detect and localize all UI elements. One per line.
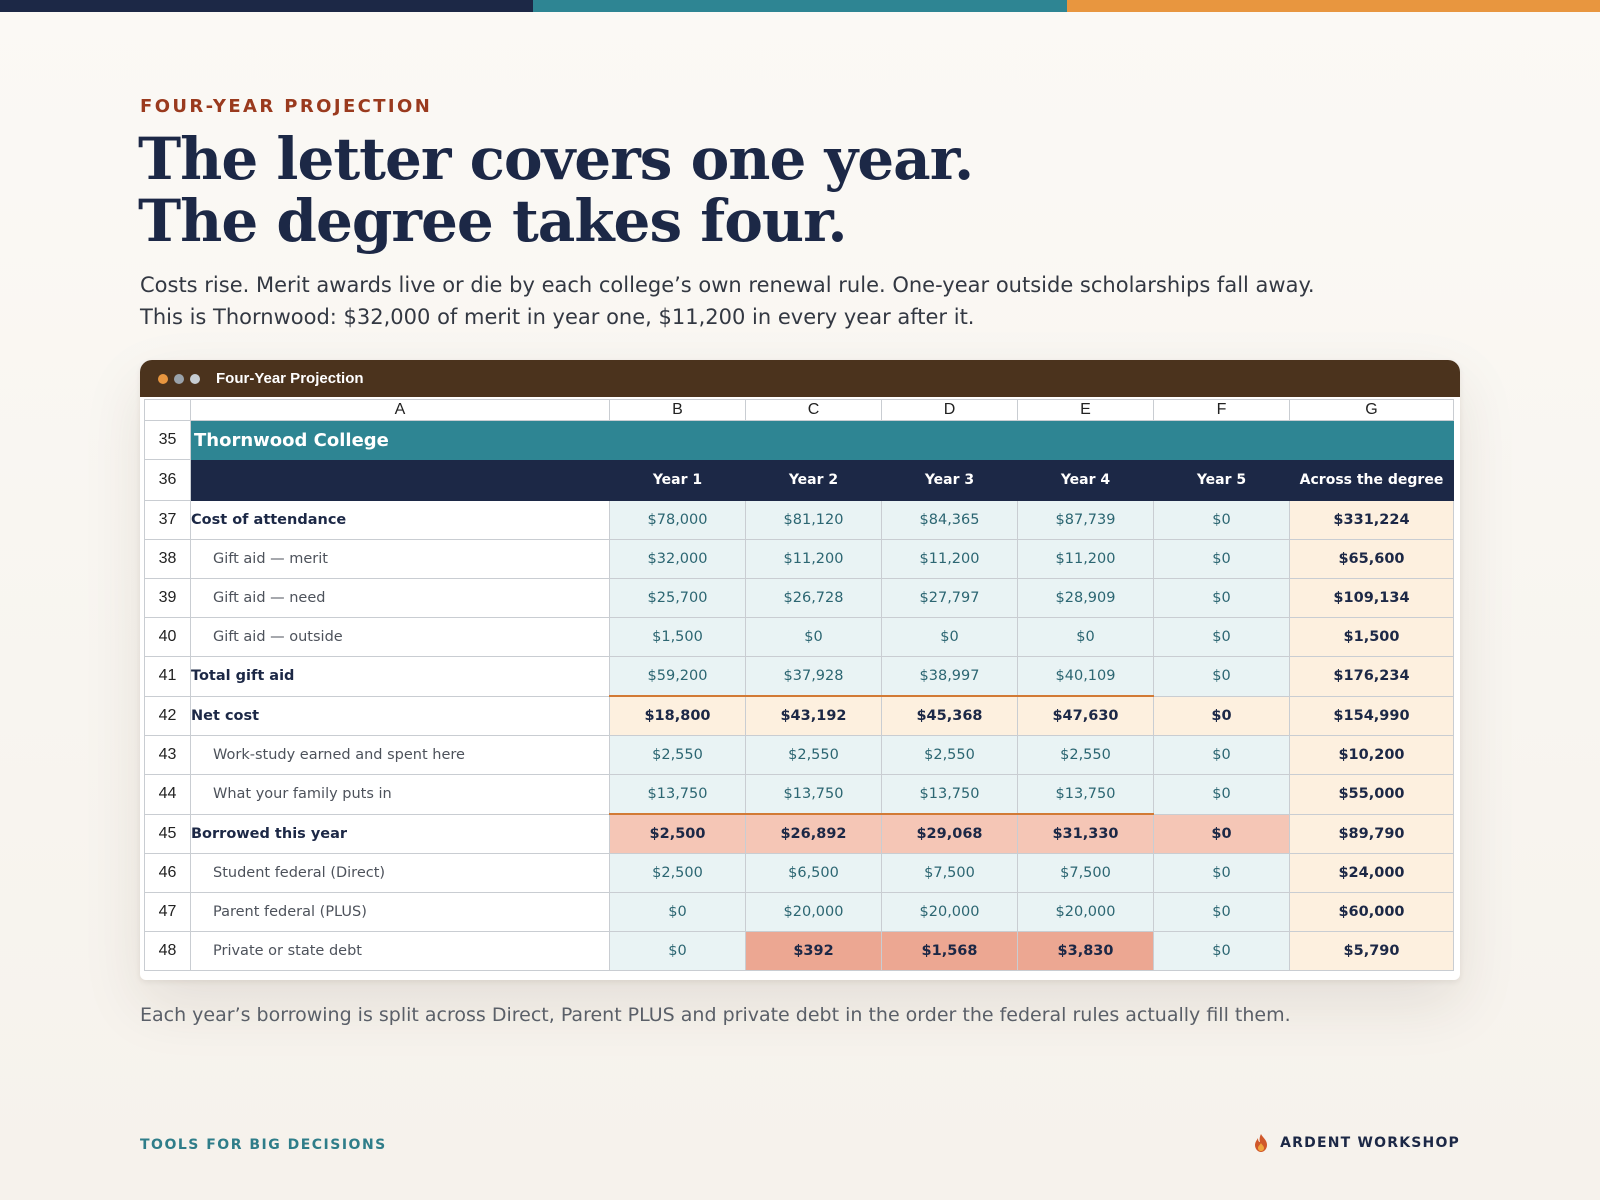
value-cell[interactable]: $59,200: [610, 657, 746, 697]
value-cell[interactable]: $84,365: [882, 501, 1018, 540]
value-cell[interactable]: $27,797: [882, 579, 1018, 618]
value-cell[interactable]: $29,068: [882, 814, 1018, 854]
column-header-a[interactable]: A: [191, 400, 610, 421]
value-cell[interactable]: $2,550: [1018, 736, 1154, 775]
column-header-e[interactable]: E: [1018, 400, 1154, 421]
value-cell[interactable]: $13,750: [1018, 775, 1154, 815]
table-row: [145, 696, 1454, 736]
column-header-b[interactable]: B: [610, 400, 746, 421]
value-cell[interactable]: $1,500: [610, 618, 746, 657]
cell[interactable]: [746, 421, 882, 460]
total-cell[interactable]: $176,234: [1290, 657, 1454, 697]
year-header-4[interactable]: Year 4: [1018, 460, 1154, 501]
value-cell[interactable]: $0: [1154, 540, 1290, 579]
row-label[interactable]: What your family puts in: [191, 775, 610, 815]
table-row: [145, 501, 1454, 540]
value-cell[interactable]: $0: [1154, 501, 1290, 540]
table-row: [145, 932, 1454, 971]
value-cell[interactable]: $2,500: [610, 814, 746, 854]
value-cell[interactable]: $18,800: [610, 696, 746, 736]
table-caption: Each year’s borrowing is split across Direct, Parent PLUS and private debt in the order the federal rules actually fill them.: [140, 1004, 1291, 1026]
total-cell[interactable]: $89,790: [1290, 814, 1454, 854]
total-header[interactable]: Across the degree: [1290, 460, 1454, 501]
total-cell[interactable]: $24,000: [1290, 854, 1454, 893]
table-row: [145, 893, 1454, 932]
total-cell[interactable]: $55,000: [1290, 775, 1454, 815]
value-cell[interactable]: $0: [1154, 696, 1290, 736]
row-label[interactable]: Work-study earned and spent here: [191, 736, 610, 775]
page-headline: [138, 125, 1438, 255]
table-row: [145, 540, 1454, 579]
row-number[interactable]: 40: [145, 618, 191, 657]
cell[interactable]: [191, 460, 610, 501]
value-cell[interactable]: $26,728: [746, 579, 882, 618]
value-cell[interactable]: $40,109: [1018, 657, 1154, 697]
total-cell[interactable]: $109,134: [1290, 579, 1454, 618]
row-number[interactable]: 39: [145, 579, 191, 618]
table-row: [145, 618, 1454, 657]
value-cell[interactable]: $2,550: [746, 736, 882, 775]
value-cell[interactable]: $0: [610, 932, 746, 971]
value-cell[interactable]: $1,568: [882, 932, 1018, 971]
cell[interactable]: [1290, 421, 1454, 460]
value-cell[interactable]: $45,368: [882, 696, 1018, 736]
table-row: [145, 657, 1454, 697]
value-cell[interactable]: $20,000: [746, 893, 882, 932]
cell[interactable]: [191, 421, 610, 460]
window-title: Four-Year Projection: [216, 370, 364, 387]
row-number[interactable]: 46: [145, 854, 191, 893]
headline-line-1: The letter covers one year.: [138, 125, 974, 193]
column-header-row: [145, 400, 1454, 421]
value-cell[interactable]: $0: [1154, 579, 1290, 618]
value-cell[interactable]: $13,750: [746, 775, 882, 815]
row-number[interactable]: 36: [145, 460, 191, 501]
row-label[interactable]: Student federal (Direct): [191, 854, 610, 893]
value-cell[interactable]: $2,550: [610, 736, 746, 775]
table-row: [145, 579, 1454, 618]
value-cell[interactable]: $78,000: [610, 501, 746, 540]
table-row: [145, 736, 1454, 775]
value-cell[interactable]: $0: [1154, 618, 1290, 657]
value-cell[interactable]: $38,997: [882, 657, 1018, 697]
row-label[interactable]: Private or state debt: [191, 932, 610, 971]
row-number[interactable]: 42: [145, 696, 191, 736]
value-cell[interactable]: $43,192: [746, 696, 882, 736]
total-cell[interactable]: $60,000: [1290, 893, 1454, 932]
value-cell[interactable]: $26,892: [746, 814, 882, 854]
spreadsheet-window: [140, 360, 1460, 980]
column-header-f[interactable]: F: [1154, 400, 1290, 421]
row-label[interactable]: Gift aid — merit: [191, 540, 610, 579]
value-cell[interactable]: $11,200: [1018, 540, 1154, 579]
column-header-c[interactable]: C: [746, 400, 882, 421]
footer-brand[interactable]: [1252, 1133, 1460, 1153]
total-cell[interactable]: $65,600: [1290, 540, 1454, 579]
value-cell[interactable]: $11,200: [746, 540, 882, 579]
column-header-d[interactable]: D: [882, 400, 1018, 421]
row-number[interactable]: 44: [145, 775, 191, 815]
flame-icon: [1252, 1133, 1270, 1153]
value-cell[interactable]: $20,000: [882, 893, 1018, 932]
table-row: [145, 775, 1454, 815]
total-cell[interactable]: $1,500: [1290, 618, 1454, 657]
value-cell[interactable]: $47,630: [1018, 696, 1154, 736]
value-cell[interactable]: $37,928: [746, 657, 882, 697]
year-header-2[interactable]: Year 2: [746, 460, 882, 501]
headline-line-2: The degree takes four.: [138, 187, 847, 255]
cell[interactable]: [1154, 421, 1290, 460]
accent-teal: [533, 0, 1066, 12]
total-cell[interactable]: $154,990: [1290, 696, 1454, 736]
value-cell[interactable]: $87,739: [1018, 501, 1154, 540]
value-cell[interactable]: $13,750: [610, 775, 746, 815]
eyebrow-label: FOUR-YEAR PROJECTION: [140, 96, 433, 117]
value-cell[interactable]: $31,330: [1018, 814, 1154, 854]
value-cell[interactable]: $6,500: [746, 854, 882, 893]
value-cell[interactable]: $0: [1154, 854, 1290, 893]
lede-line-1: Costs rise. Merit awards live or die by each college’s own renewal rule. One-year outside scholarships fall away.: [140, 273, 1315, 297]
value-cell[interactable]: $0: [1018, 618, 1154, 657]
row-label[interactable]: Gift aid — need: [191, 579, 610, 618]
cell[interactable]: [882, 421, 1018, 460]
window-dot-orange[interactable]: [158, 374, 168, 384]
row-number[interactable]: 37: [145, 501, 191, 540]
total-cell[interactable]: $5,790: [1290, 932, 1454, 971]
total-cell[interactable]: $331,224: [1290, 501, 1454, 540]
value-cell[interactable]: $28,909: [1018, 579, 1154, 618]
row-number[interactable]: 47: [145, 893, 191, 932]
value-cell[interactable]: $0: [1154, 775, 1290, 815]
corner-cell[interactable]: [145, 400, 191, 421]
value-cell[interactable]: $13,750: [882, 775, 1018, 815]
table-row: [145, 854, 1454, 893]
row-number[interactable]: 41: [145, 657, 191, 697]
value-cell[interactable]: $0: [610, 893, 746, 932]
footer-tagline: TOOLS FOR BIG DECISIONS: [140, 1137, 387, 1153]
value-cell[interactable]: $3,830: [1018, 932, 1154, 971]
value-cell[interactable]: $0: [1154, 814, 1290, 854]
cell[interactable]: [610, 421, 746, 460]
window-titlebar: [140, 360, 1460, 397]
top-accent-bar: [0, 0, 1600, 12]
value-cell[interactable]: $0: [1154, 657, 1290, 697]
window-dot-light[interactable]: [190, 374, 200, 384]
row-number[interactable]: 43: [145, 736, 191, 775]
cell[interactable]: [1018, 421, 1154, 460]
row-label[interactable]: Gift aid — outside: [191, 618, 610, 657]
college-title-row: [145, 421, 1454, 460]
row-label[interactable]: Net cost: [191, 696, 610, 736]
value-cell[interactable]: $7,500: [882, 854, 1018, 893]
value-cell[interactable]: $0: [882, 618, 1018, 657]
year-header-1[interactable]: Year 1: [610, 460, 746, 501]
row-number[interactable]: 38: [145, 540, 191, 579]
year-header-3[interactable]: Year 3: [882, 460, 1018, 501]
table-row: [145, 814, 1454, 854]
value-cell[interactable]: $0: [1154, 893, 1290, 932]
window-dot-grey[interactable]: [174, 374, 184, 384]
row-number[interactable]: 45: [145, 814, 191, 854]
value-cell[interactable]: $11,200: [882, 540, 1018, 579]
value-cell[interactable]: $0: [1154, 736, 1290, 775]
value-cell[interactable]: $0: [746, 618, 882, 657]
lede-paragraph: [140, 269, 1480, 333]
value-cell[interactable]: $2,500: [610, 854, 746, 893]
value-cell[interactable]: $25,700: [610, 579, 746, 618]
college-name: Thornwood College: [194, 429, 389, 451]
row-number[interactable]: 35: [145, 421, 191, 460]
row-label[interactable]: Cost of attendance: [191, 501, 610, 540]
value-cell[interactable]: $81,120: [746, 501, 882, 540]
footer-brand-name: ARDENT WORKSHOP: [1280, 1135, 1460, 1151]
value-cell[interactable]: $7,500: [1018, 854, 1154, 893]
year-header-row: [145, 460, 1454, 501]
row-number[interactable]: 48: [145, 932, 191, 971]
total-cell[interactable]: $10,200: [1290, 736, 1454, 775]
accent-orange: [1067, 0, 1600, 12]
value-cell[interactable]: $32,000: [610, 540, 746, 579]
lede-line-2: This is Thornwood: $32,000 of merit in year one, $11,200 in every year after it.: [140, 305, 975, 329]
row-label[interactable]: Borrowed this year: [191, 814, 610, 854]
row-label[interactable]: Total gift aid: [191, 657, 610, 697]
value-cell[interactable]: $392: [746, 932, 882, 971]
year-header-5[interactable]: Year 5: [1154, 460, 1290, 501]
value-cell[interactable]: $0: [1154, 932, 1290, 971]
column-header-g[interactable]: G: [1290, 400, 1454, 421]
spreadsheet-grid: [144, 399, 1454, 971]
value-cell[interactable]: $20,000: [1018, 893, 1154, 932]
row-label[interactable]: Parent federal (PLUS): [191, 893, 610, 932]
value-cell[interactable]: $2,550: [882, 736, 1018, 775]
accent-navy: [0, 0, 533, 12]
